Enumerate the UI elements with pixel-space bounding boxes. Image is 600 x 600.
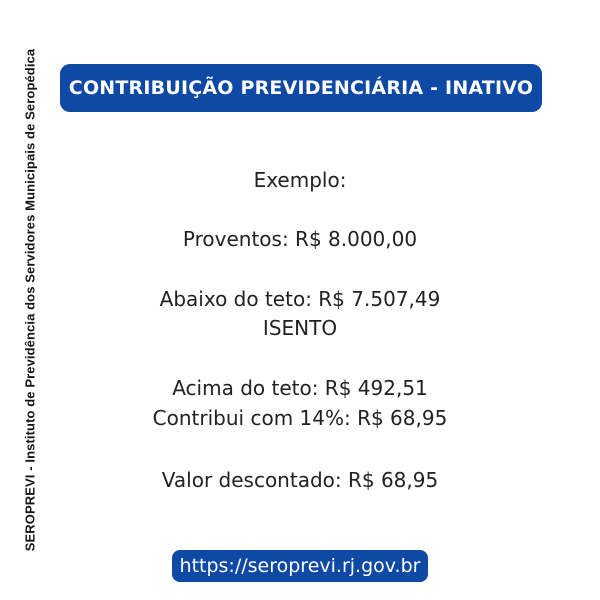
side-institution-label: SEROPREVI - Instituto de Previdência dos Servidores Municipais de Seropédica — [22, 48, 38, 552]
deducted-value-line: Valor descontado: R$ 68,95 — [161, 468, 439, 492]
title-banner — [60, 64, 542, 112]
contribution-line: Contribui com 14%: R$ 68,95 — [152, 406, 448, 430]
proventos-line: Proventos: R$ 8.000,00 — [182, 227, 418, 251]
exempt-label: ISENTO — [262, 316, 338, 340]
website-link[interactable] — [172, 550, 428, 582]
below-ceiling-line: Abaixo do teto: R$ 7.507,49 — [159, 287, 441, 311]
page-title: CONTRIBUIÇÃO PREVIDENCIÁRIA - INATIVO — [68, 77, 534, 99]
above-ceiling-line: Acima do teto: R$ 492,51 — [172, 376, 428, 400]
example-heading: Exemplo: — [253, 168, 347, 192]
website-url[interactable]: https://seroprevi.rj.gov.br — [179, 555, 421, 577]
